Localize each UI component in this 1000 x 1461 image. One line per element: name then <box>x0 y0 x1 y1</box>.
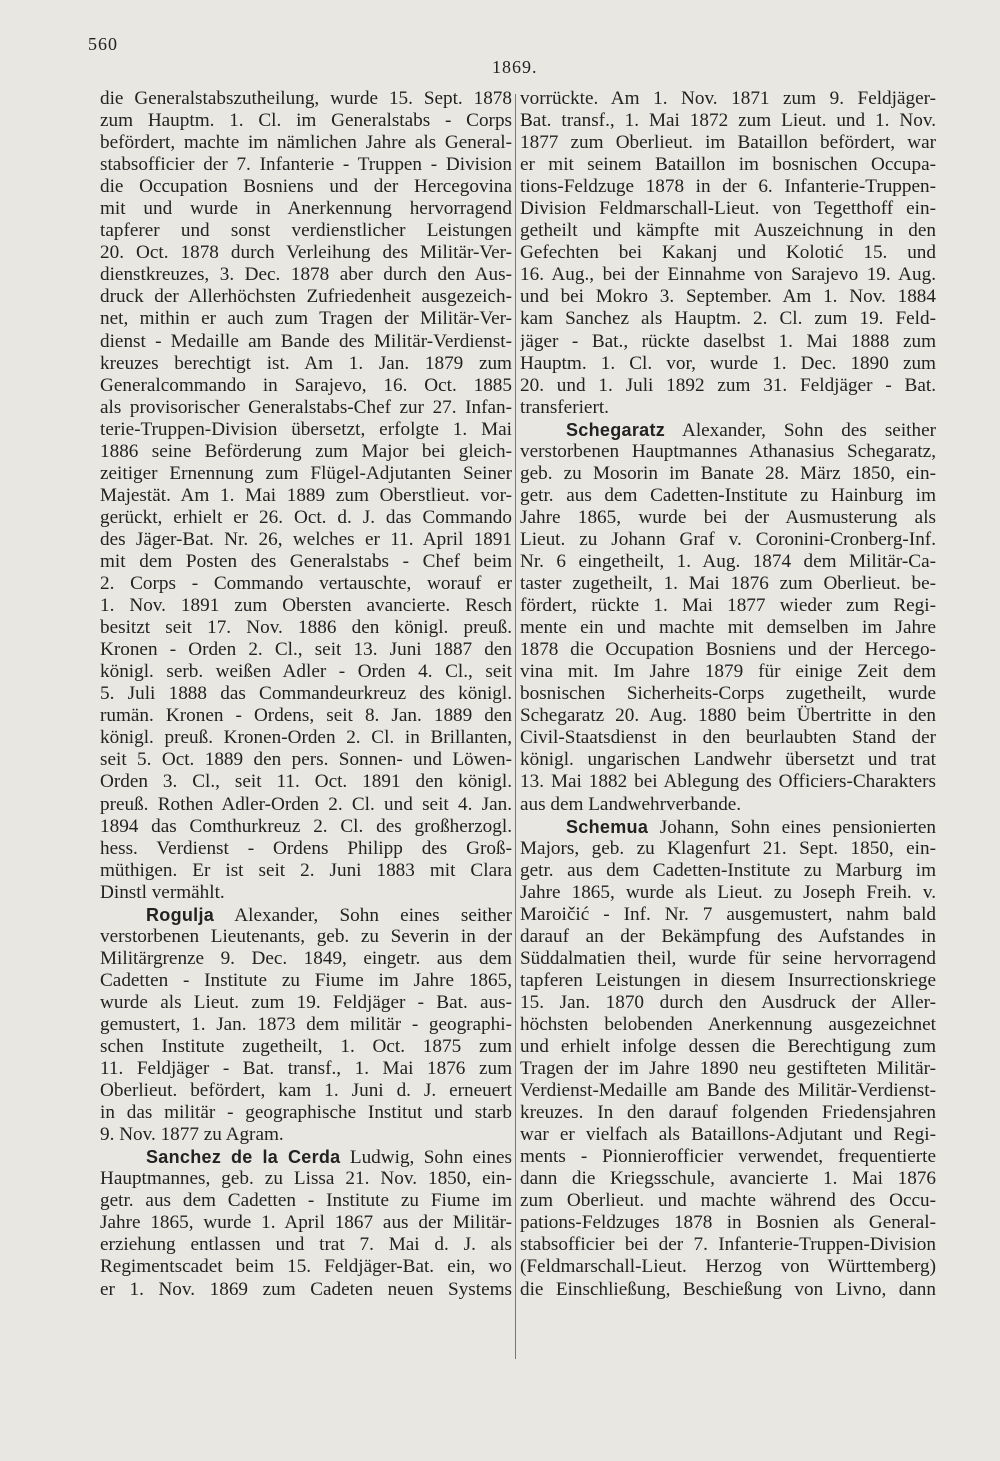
entry-text: rumän. Kronen - Ordens, seit 8. Jan. 1889 den <box>100 705 512 727</box>
text-line <box>520 1256 936 1278</box>
entry-text: und erhielt infolge dessen die Berechtigung zum <box>520 1036 936 1058</box>
text-line <box>100 882 512 904</box>
entry-text: 13. Mai 1882 bei Ablegung des Officiers-Charakters <box>520 771 936 793</box>
entry-name: Schegaratz <box>566 419 666 440</box>
text-line <box>100 441 512 463</box>
entry-text: druck der Allerhöchsten Zufriedenheit ausgezeich- <box>100 286 512 308</box>
text-line <box>100 1036 512 1058</box>
entry-text: zum Oberlieut. und machte während des Occu- <box>520 1190 936 1212</box>
entry-text: taster zugetheilt, 1. Mai 1876 zum Oberlieut. be- <box>520 573 936 595</box>
text-line <box>520 397 936 419</box>
text-line <box>520 264 936 286</box>
entry-text: stabsofficier bei der 7. Infanterie-Truppen-Division <box>520 1234 936 1256</box>
entry-text: zum Hauptm. 1. Cl. im Generalstabs - Corps <box>100 110 512 132</box>
entry-text: 9. Nov. 1877 zu Agram. <box>100 1124 284 1146</box>
text-line <box>520 1146 936 1168</box>
entry-text: tapferen Leistungen in diesem Insurrectionskriege <box>520 969 936 991</box>
entry-text: Civil-Staatsdienst in den beurlaubten Stand der <box>520 727 936 749</box>
entry-text: kam Sanchez als Hauptm. 2. Cl. zum 19. Feld- <box>520 308 936 330</box>
text-line <box>520 419 936 441</box>
entry-text: als provisorischer Generalstabs-Chef zur 27. Infan- <box>100 396 512 418</box>
entry-text: getr. aus dem Cadetten-Institute zu Marburg im <box>520 859 936 881</box>
entry-text: mit und wurde in Anerkennung hervorragend <box>100 198 512 220</box>
entry-text: er mit seinem Bataillon im bosnischen Occupa- <box>520 154 936 176</box>
text-line <box>520 198 936 220</box>
text-line <box>100 1124 512 1146</box>
text-line <box>520 1080 936 1102</box>
entry-text: dann die Kriegsschule, avancierte 1. Mai 1876 <box>520 1168 936 1190</box>
entry-text: dienstkreuzes, 3. Dec. 1878 aber durch den Aus- <box>100 264 512 286</box>
text-line <box>100 419 512 441</box>
text-line <box>100 639 512 661</box>
entry-text: in das militär - geographische Institut und starb <box>100 1102 512 1124</box>
text-line <box>520 771 936 793</box>
text-line <box>520 1234 936 1256</box>
text-line <box>100 1058 512 1080</box>
text-line <box>520 176 936 198</box>
entry-text: Militärgrenze 9. Dec. 1849, eingetr. aus dem <box>100 947 512 969</box>
text-line <box>100 617 512 639</box>
text-line <box>520 860 936 882</box>
text-line <box>520 154 936 176</box>
entry-text: war er vielfach als Bataillons-Adjutant und Regi- <box>520 1124 936 1146</box>
entry-text: erziehung entlassen und trat 7. Mai d. J. als <box>100 1234 512 1256</box>
text-line <box>520 1014 936 1036</box>
entry-text: königl. serb. weißen Adler - Orden 4. Cl., seit <box>100 661 512 683</box>
text-line <box>100 110 512 132</box>
text-line <box>520 110 936 132</box>
entry-text: Division Feldmarschall-Lieut. von Tegetthoff ein- <box>520 198 936 220</box>
text-line <box>100 838 512 860</box>
left-column <box>100 88 512 1301</box>
entry-text: Orden 3. Cl., seit 11. Oct. 1891 den königl. <box>100 771 512 793</box>
text-line <box>520 1058 936 1080</box>
text-line <box>100 308 512 330</box>
text-line <box>100 749 512 771</box>
text-line <box>520 1279 936 1301</box>
entry-text: vorrückte. Am 1. Nov. 1871 zum 9. Feldjäger- <box>520 88 936 109</box>
text-line <box>100 242 512 264</box>
text-line <box>520 1190 936 1212</box>
entry-text: Jahre 1865, wurde 1. April 1867 aus der Militär- <box>100 1212 512 1234</box>
entry-text: gemustert, 1. Jan. 1873 dem militär - geographi- <box>100 1013 512 1035</box>
text-line <box>100 198 512 220</box>
text-line <box>520 88 936 110</box>
entry-text: Kronen - Orden 2. Cl., seit 13. Juni 1887 den <box>100 639 512 661</box>
entry-name: Rogulja <box>146 904 215 925</box>
text-line <box>520 816 936 838</box>
entry-text: Tragen der im Jahre 1890 neu gestifteten Militär- <box>520 1058 936 1080</box>
entry-text: transferiert. <box>520 396 609 418</box>
text-line <box>100 661 512 683</box>
entry-text: getr. aus dem Cadetten-Institute zu Hainburg im <box>520 484 936 506</box>
text-line <box>520 838 936 860</box>
text-line <box>520 1036 936 1058</box>
entry-text: die Occupation Bosniens und der Hercegovina <box>100 176 512 198</box>
entry-text: 11. Feldjäger - Bat. transf., 1. Mai 1876 zum <box>100 1058 512 1080</box>
entry-text: mit dem Posten des Generalstabs - Chef beim <box>100 550 512 572</box>
text-line <box>100 1102 512 1124</box>
text-line <box>100 88 512 110</box>
text-line <box>520 661 936 683</box>
entry-text: getr. aus dem Cadetten - Institute zu Fiume im <box>100 1190 512 1212</box>
text-line <box>520 992 936 1014</box>
text-line <box>520 639 936 661</box>
text-line <box>100 970 512 992</box>
column-rule <box>515 94 516 1359</box>
text-line <box>520 463 936 485</box>
entry-text: 15. Jan. 1870 durch den Ausdruck der Aller- <box>520 991 936 1013</box>
entry-text: darauf an der Bekämpfung des Aufstandes in <box>520 925 936 947</box>
text-line <box>520 507 936 529</box>
text-line <box>520 441 936 463</box>
text-line <box>100 794 512 816</box>
entry-text: verstorbenen Lieutenants, geb. zu Severin in der <box>100 925 512 947</box>
entry-text: bosnischen Sicherheits-Corps zugetheilt, wurde <box>520 683 936 705</box>
text-line <box>520 882 936 904</box>
text-line <box>520 1212 936 1234</box>
text-line <box>100 220 512 242</box>
entry-text: (Feldmarschall-Lieut. Herzog von Württemberg) <box>520 1256 936 1278</box>
entry-text: kreuzes. In den darauf folgenden Friedensjahren <box>520 1102 936 1124</box>
text-line <box>520 220 936 242</box>
text-line <box>100 397 512 419</box>
text-line <box>100 331 512 353</box>
text-line <box>520 970 936 992</box>
entry-text: 20. Oct. 1878 durch Verleihung des Militär-Ver- <box>100 242 512 264</box>
entry-text: Hauptm. 1. Cl. vor, wurde 1. Dec. 1890 zum <box>520 352 936 374</box>
entry-text: gerückt, erhielt er 26. Oct. d. J. das Commando <box>100 506 512 528</box>
entry-text: Majors, geb. zu Klagenfurt 21. Sept. 1850, ein- <box>520 837 936 859</box>
text-line <box>100 463 512 485</box>
text-line <box>520 286 936 308</box>
entry-text: Johann, Sohn eines pensionierten <box>648 816 936 838</box>
entry-text: jäger - Bat., rückte daselbst 1. Mai 1888 zum <box>520 330 936 352</box>
entry-text: pations-Feldzuges 1878 in Bosnien als General- <box>520 1212 936 1234</box>
text-line <box>520 132 936 154</box>
text-line <box>520 794 936 816</box>
entry-text: Generalcommando in Sarajevo, 16. Oct. 1885 <box>100 374 512 396</box>
entry-text: Jahre 1865, wurde bei der Ausmusterung als <box>520 506 936 528</box>
text-line <box>100 816 512 838</box>
entry-text: preuß. Rothen Adler-Orden 2. Cl. und seit 4. Jan. <box>100 793 512 815</box>
entry-text: besitzt seit 17. Nov. 1886 den königl. preuß. <box>100 617 512 639</box>
text-line <box>100 727 512 749</box>
text-line <box>100 264 512 286</box>
text-line <box>100 1080 512 1102</box>
text-line <box>100 1234 512 1256</box>
text-line <box>100 771 512 793</box>
entry-text: des Jäger-Bat. Nr. 26, welches er 11. April 1891 <box>100 528 512 550</box>
text-line <box>520 1124 936 1146</box>
text-line <box>100 683 512 705</box>
entry-text: Maroičić - Inf. Nr. 7 ausgemustert, nahm bald <box>520 903 936 925</box>
entry-text: 1894 das Comthurkreuz 2. Cl. des großherzogl. <box>100 815 512 837</box>
text-line <box>100 1256 512 1278</box>
entry-text: Schegaratz 20. Aug. 1880 beim Übertritte in den <box>520 705 936 727</box>
entry-name: Sanchez de la Cerda <box>146 1147 341 1168</box>
text-line <box>100 1279 512 1301</box>
entry-text: Gefechten bei Kakanj und Kolotić 15. und <box>520 242 936 264</box>
entry-text: Oberlieut. befördert, kam 1. Juni d. J. erneuert <box>100 1080 512 1102</box>
text-line <box>100 132 512 154</box>
text-line <box>520 308 936 330</box>
text-line <box>520 353 936 375</box>
entry-text: kreuzes berechtigt ist. Am 1. Jan. 1879 zum <box>100 352 512 374</box>
entry-text: Lieut. zu Johann Graf v. Coronini-Cronberg-Inf. <box>520 528 936 550</box>
entry-text: Jahre 1865, wurde als Lieut. zu Joseph Freih. v. <box>520 881 936 903</box>
entry-text: verstorbenen Hauptmannes Athanasius Schegaratz, <box>520 440 936 462</box>
text-line <box>520 1168 936 1190</box>
entry-name: Schemua <box>566 816 649 837</box>
entry-text: 1878 die Occupation Bosniens und der Hercego- <box>520 639 936 661</box>
text-line <box>100 1212 512 1234</box>
entry-text: geb. zu Mosorin im Banate 28. März 1850, ein- <box>520 462 936 484</box>
entry-text: Ludwig, Sohn eines <box>340 1147 512 1169</box>
entry-text: zeitiger Ernennung zum Flügel-Adjutanten Seiner <box>100 462 512 484</box>
text-line <box>100 286 512 308</box>
text-line <box>520 485 936 507</box>
text-line <box>520 529 936 551</box>
entry-text: ments - Pionnierofficier verwendet, frequentierte <box>520 1146 936 1168</box>
text-line <box>100 860 512 882</box>
text-line <box>520 595 936 617</box>
entry-text: 1. Nov. 1891 zum Obersten avancierte. Resch <box>100 595 512 617</box>
entry-text: höchsten belobenden Anerkennung ausgezeichnet <box>520 1013 936 1035</box>
entry-text: mente ein und machte mit demselben im Jahre <box>520 617 936 639</box>
entry-text: Süddalmatien theil, wurde für seine hervorragend <box>520 947 936 969</box>
text-line <box>100 551 512 573</box>
text-line <box>520 683 936 705</box>
text-line <box>520 727 936 749</box>
entry-text: tions-Feldzuge 1878 in der 6. Infanterie-Truppen- <box>520 176 936 198</box>
text-line <box>100 485 512 507</box>
entry-text: fördert, rückte 1. Mai 1877 wieder zum Regi- <box>520 595 936 617</box>
text-line <box>520 948 936 970</box>
entry-text: 1877 zum Oberlieut. im Bataillon befördert, war <box>520 132 936 154</box>
text-line <box>100 507 512 529</box>
entry-text: terie-Truppen-Division übersetzt, erfolgte 1. Mai <box>100 418 512 440</box>
text-line <box>100 948 512 970</box>
entry-text: Bat. transf., 1. Mai 1872 zum Lieut. und 1. Nov. <box>520 110 936 132</box>
text-line <box>100 705 512 727</box>
text-line <box>100 904 512 926</box>
text-line <box>100 1146 512 1168</box>
entry-text: 20. und 1. Juli 1892 zum 31. Feldjäger - Bat. <box>520 374 936 396</box>
text-line <box>520 749 936 771</box>
entry-text: Regimentscadet beim 15. Feldjäger-Bat. ein, wo <box>100 1256 512 1278</box>
text-line <box>520 1102 936 1124</box>
entry-text: Cadetten - Institute zu Fiume im Jahre 1865, <box>100 969 512 991</box>
entry-text: befördert, machte im nämlichen Jahre als General- <box>100 132 512 154</box>
entry-text: Nr. 6 eingetheilt, 1. Aug. 1874 dem Militär-Ca- <box>520 550 936 572</box>
entry-text: Alexander, Sohn des seither <box>665 419 936 441</box>
text-line <box>100 1168 512 1190</box>
text-line <box>520 904 936 926</box>
entry-text: die Generalstabszutheilung, wurde 15. Sept. 1878 <box>100 88 512 109</box>
text-line <box>100 595 512 617</box>
entry-text: net, mithin er auch zum Tragen der Militär-Ver- <box>100 308 512 330</box>
entry-text: 5. Juli 1888 das Commandeurkreuz des königl. <box>100 683 512 705</box>
page-number: 560 <box>88 34 118 54</box>
text-line <box>100 1014 512 1036</box>
entry-text: Hauptmannes, geb. zu Lissa 21. Nov. 1850, ein- <box>100 1168 512 1190</box>
text-line <box>100 573 512 595</box>
entry-text: 1886 seine Beförderung zum Major bei gleich- <box>100 440 512 462</box>
entry-text: vina mit. Im Jahre 1879 für einige Zeit dem <box>520 661 936 683</box>
entry-text: königl. preuß. Kronen-Orden 2. Cl. in Brillanten, <box>100 727 512 749</box>
text-line <box>520 375 936 397</box>
text-line <box>520 573 936 595</box>
entry-text: Alexander, Sohn eines seither <box>214 904 512 926</box>
running-head-year: 1869. <box>492 57 538 77</box>
entry-text: 2. Corps - Commando vertauschte, worauf er <box>100 573 512 595</box>
entry-text: 16. Aug., bei der Einnahme von Sarajevo 19. Aug. <box>520 264 936 286</box>
entry-text: tapferer und sonst verdienstlicher Leistungen <box>100 220 512 242</box>
text-line <box>100 1190 512 1212</box>
entry-text: und bei Mokro 3. September. Am 1. Nov. 1884 <box>520 286 936 308</box>
text-line <box>100 353 512 375</box>
text-line <box>520 705 936 727</box>
entry-text: dienst - Medaille am Bande des Militär-Verdienst- <box>100 330 512 352</box>
entry-text: er 1. Nov. 1869 zum Cadeten neuen Systems <box>100 1278 512 1300</box>
text-line <box>520 331 936 353</box>
text-line <box>520 926 936 948</box>
text-line <box>520 617 936 639</box>
text-line <box>100 992 512 1014</box>
entry-text: seit 5. Oct. 1889 den pers. Sonnen- und Löwen- <box>100 749 512 771</box>
text-line <box>100 176 512 198</box>
text-line <box>520 551 936 573</box>
entry-text: die Einschließung, Beschießung von Livno, dann <box>520 1278 936 1300</box>
entry-text: Majestät. Am 1. Mai 1889 zum Oberstlieut. vor- <box>100 484 512 506</box>
right-column <box>520 88 936 1301</box>
entry-text: hess. Verdienst - Ordens Philipp des Groß- <box>100 837 512 859</box>
entry-text: schen Institute zugetheilt, 1. Oct. 1875 zum <box>100 1036 512 1058</box>
text-line <box>520 242 936 264</box>
entry-text: müthigen. Er ist seit 2. Juni 1883 mit Clara <box>100 859 512 881</box>
text-line <box>100 926 512 948</box>
entry-text: stabsofficier der 7. Infanterie - Truppen - Division <box>100 154 512 176</box>
entry-text: wurde als Lieut. zum 19. Feldjäger - Bat. aus- <box>100 991 512 1013</box>
entry-text: getheilt und kämpfte mit Auszeichnung in den <box>520 220 936 242</box>
text-line <box>100 529 512 551</box>
entry-text: aus dem Landwehrverbande. <box>520 793 742 815</box>
text-line <box>100 154 512 176</box>
entry-text: Dinstl vermählt. <box>100 881 225 903</box>
entry-text: königl. ungarischen Landwehr übersetzt und trat <box>520 749 936 771</box>
text-line <box>100 375 512 397</box>
entry-text: Verdienst-Medaille am Bande des Militär-Verdienst- <box>520 1080 936 1102</box>
